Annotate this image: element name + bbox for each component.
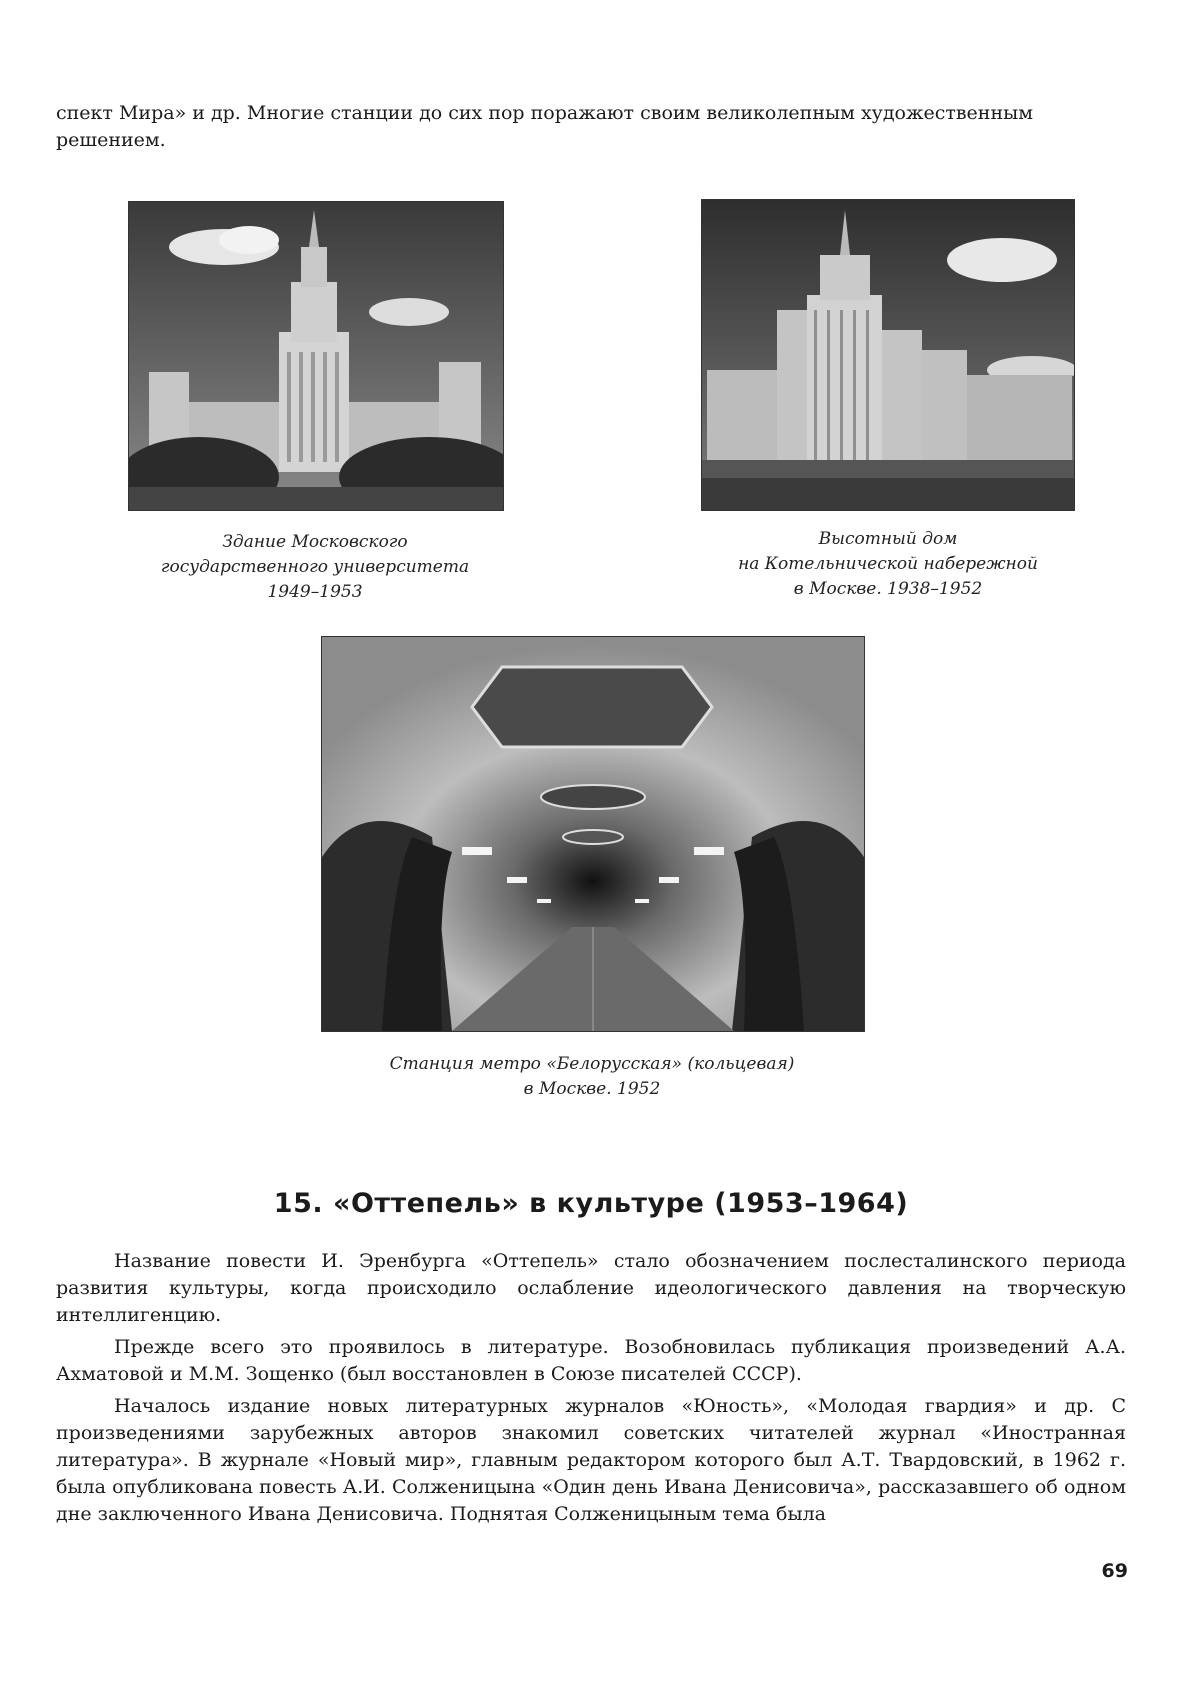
metro-caption — [300, 1052, 884, 1102]
metro-caption-line-1: Станция метро «Белорусская» (кольцевая) — [389, 1054, 795, 1074]
continuation-text — [56, 100, 1126, 154]
kotelnicheskaya-caption-line-3: в Москве. 1938–1952 — [793, 579, 983, 599]
kotelnicheskaya-caption-line-2: на Котельнической набережной — [738, 554, 1038, 574]
continuation-line-2: решением. — [56, 129, 166, 151]
paragraph-1: Название повести И. Эренбурга «Оттепель» стало обозначением послесталинского периода развития культуры, когда происходило ослабление идеологического давления на творческую интеллигенцию. — [56, 1250, 1126, 1326]
kotelnicheskaya-caption-line-1: Высотный дом — [818, 529, 958, 549]
metro-caption-line-2: в Москве. 1952 — [523, 1079, 661, 1099]
msu-caption — [110, 530, 520, 605]
section-body — [56, 1248, 1126, 1528]
msu-caption-line-1: Здание Московского — [222, 532, 408, 552]
section-title: 15. «Оттепель» в культуре (1953–1964) — [273, 1188, 909, 1219]
paragraph-3: Началось издание новых литературных журналов «Юность», «Молодая гвардия» и др. С произведениями зарубежных авторов знакомил советских читателей журнал «Иностранная литература». В журнале «Новый мир», главным редактором которого был А.Т. Твардовский, в 1962 г. была опубликована повесть А.И. Солженицына «Один день Ивана Денисовича», рассказавшего об одном дне заключенного Ивана Денисовича. Поднятая Солженицыным тема была — [56, 1395, 1126, 1525]
kotelnicheskaya-caption — [700, 527, 1076, 602]
metro-station-photo — [321, 636, 865, 1032]
page-number: 69 — [1101, 1560, 1128, 1582]
msu-caption-line-3: 1949–1953 — [267, 582, 363, 602]
paragraph-2: Прежде всего это проявилось в литературе. Возобновилась публикация произведений А.А. Ахматовой и М.М. Зощенко (был восстановлен в Союзе писателей СССР). — [56, 1336, 1126, 1385]
msu-caption-line-2: государственного университета — [160, 557, 470, 577]
msu-building-photo — [128, 201, 504, 511]
continuation-line-1: спект Мира» и др. Многие станции до сих пор поражают своим великолепным художественным — [56, 102, 1034, 124]
kotelnicheskaya-building-photo — [701, 199, 1075, 511]
